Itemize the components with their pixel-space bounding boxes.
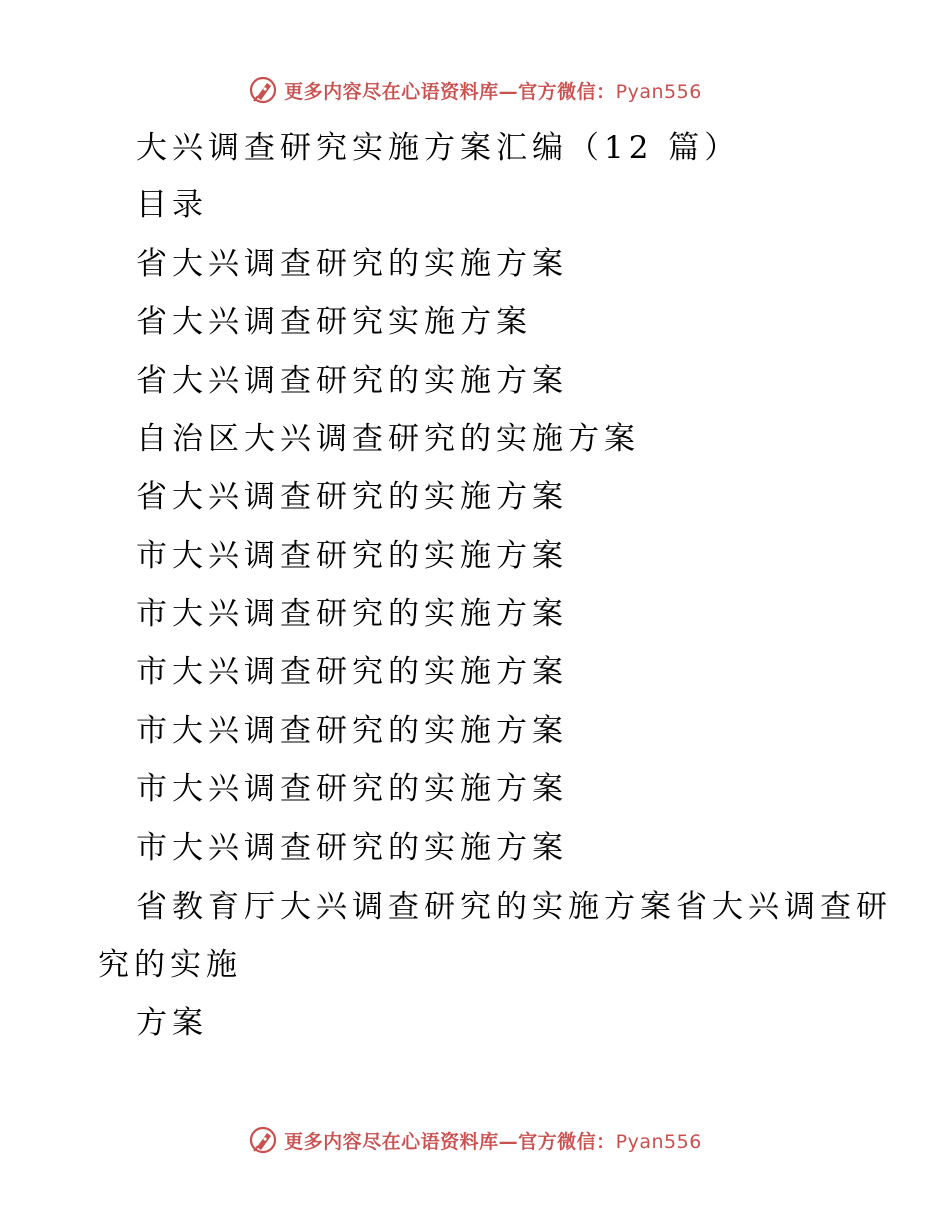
toc-item: 市大兴调查研究的实施方案 [136, 596, 568, 632]
toc-item: 市大兴调查研究的实施方案 [136, 830, 568, 866]
watermark-text: 更多内容尽在心语资料库—官方微信：Pyan556 [284, 80, 702, 103]
toc-item: 市大兴调查研究的实施方案 [136, 771, 568, 807]
document-title: 大兴调查研究实施方案汇编（12 篇） [136, 130, 741, 166]
toc-item: 自治区大兴调查研究的实施方案 [136, 421, 640, 457]
toc-item: 省大兴调查研究的实施方案 [136, 246, 568, 282]
footer-watermark [0, 1122, 950, 1158]
toc-item: 省大兴调查研究的实施方案 [136, 363, 568, 399]
body-paragraph-line: 省教育厅大兴调查研究的实施方案省大兴调查研 [136, 889, 892, 925]
toc-item: 市大兴调查研究的实施方案 [136, 538, 568, 574]
header-watermark [0, 72, 950, 108]
watermark-text: 更多内容尽在心语资料库—官方微信：Pyan556 [284, 1130, 702, 1153]
body-paragraph-line: 究的实施 [98, 947, 242, 983]
toc-item: 省大兴调查研究的实施方案 [136, 479, 568, 515]
toc-item: 省大兴调查研究实施方案 [136, 304, 532, 340]
body-paragraph-line: 方案 [136, 1005, 208, 1041]
pen-nib-logo-icon [248, 1125, 278, 1155]
toc-item: 市大兴调查研究的实施方案 [136, 713, 568, 749]
pen-nib-logo-icon [248, 75, 278, 105]
toc-heading: 目录 [136, 187, 208, 223]
toc-item: 市大兴调查研究的实施方案 [136, 654, 568, 690]
